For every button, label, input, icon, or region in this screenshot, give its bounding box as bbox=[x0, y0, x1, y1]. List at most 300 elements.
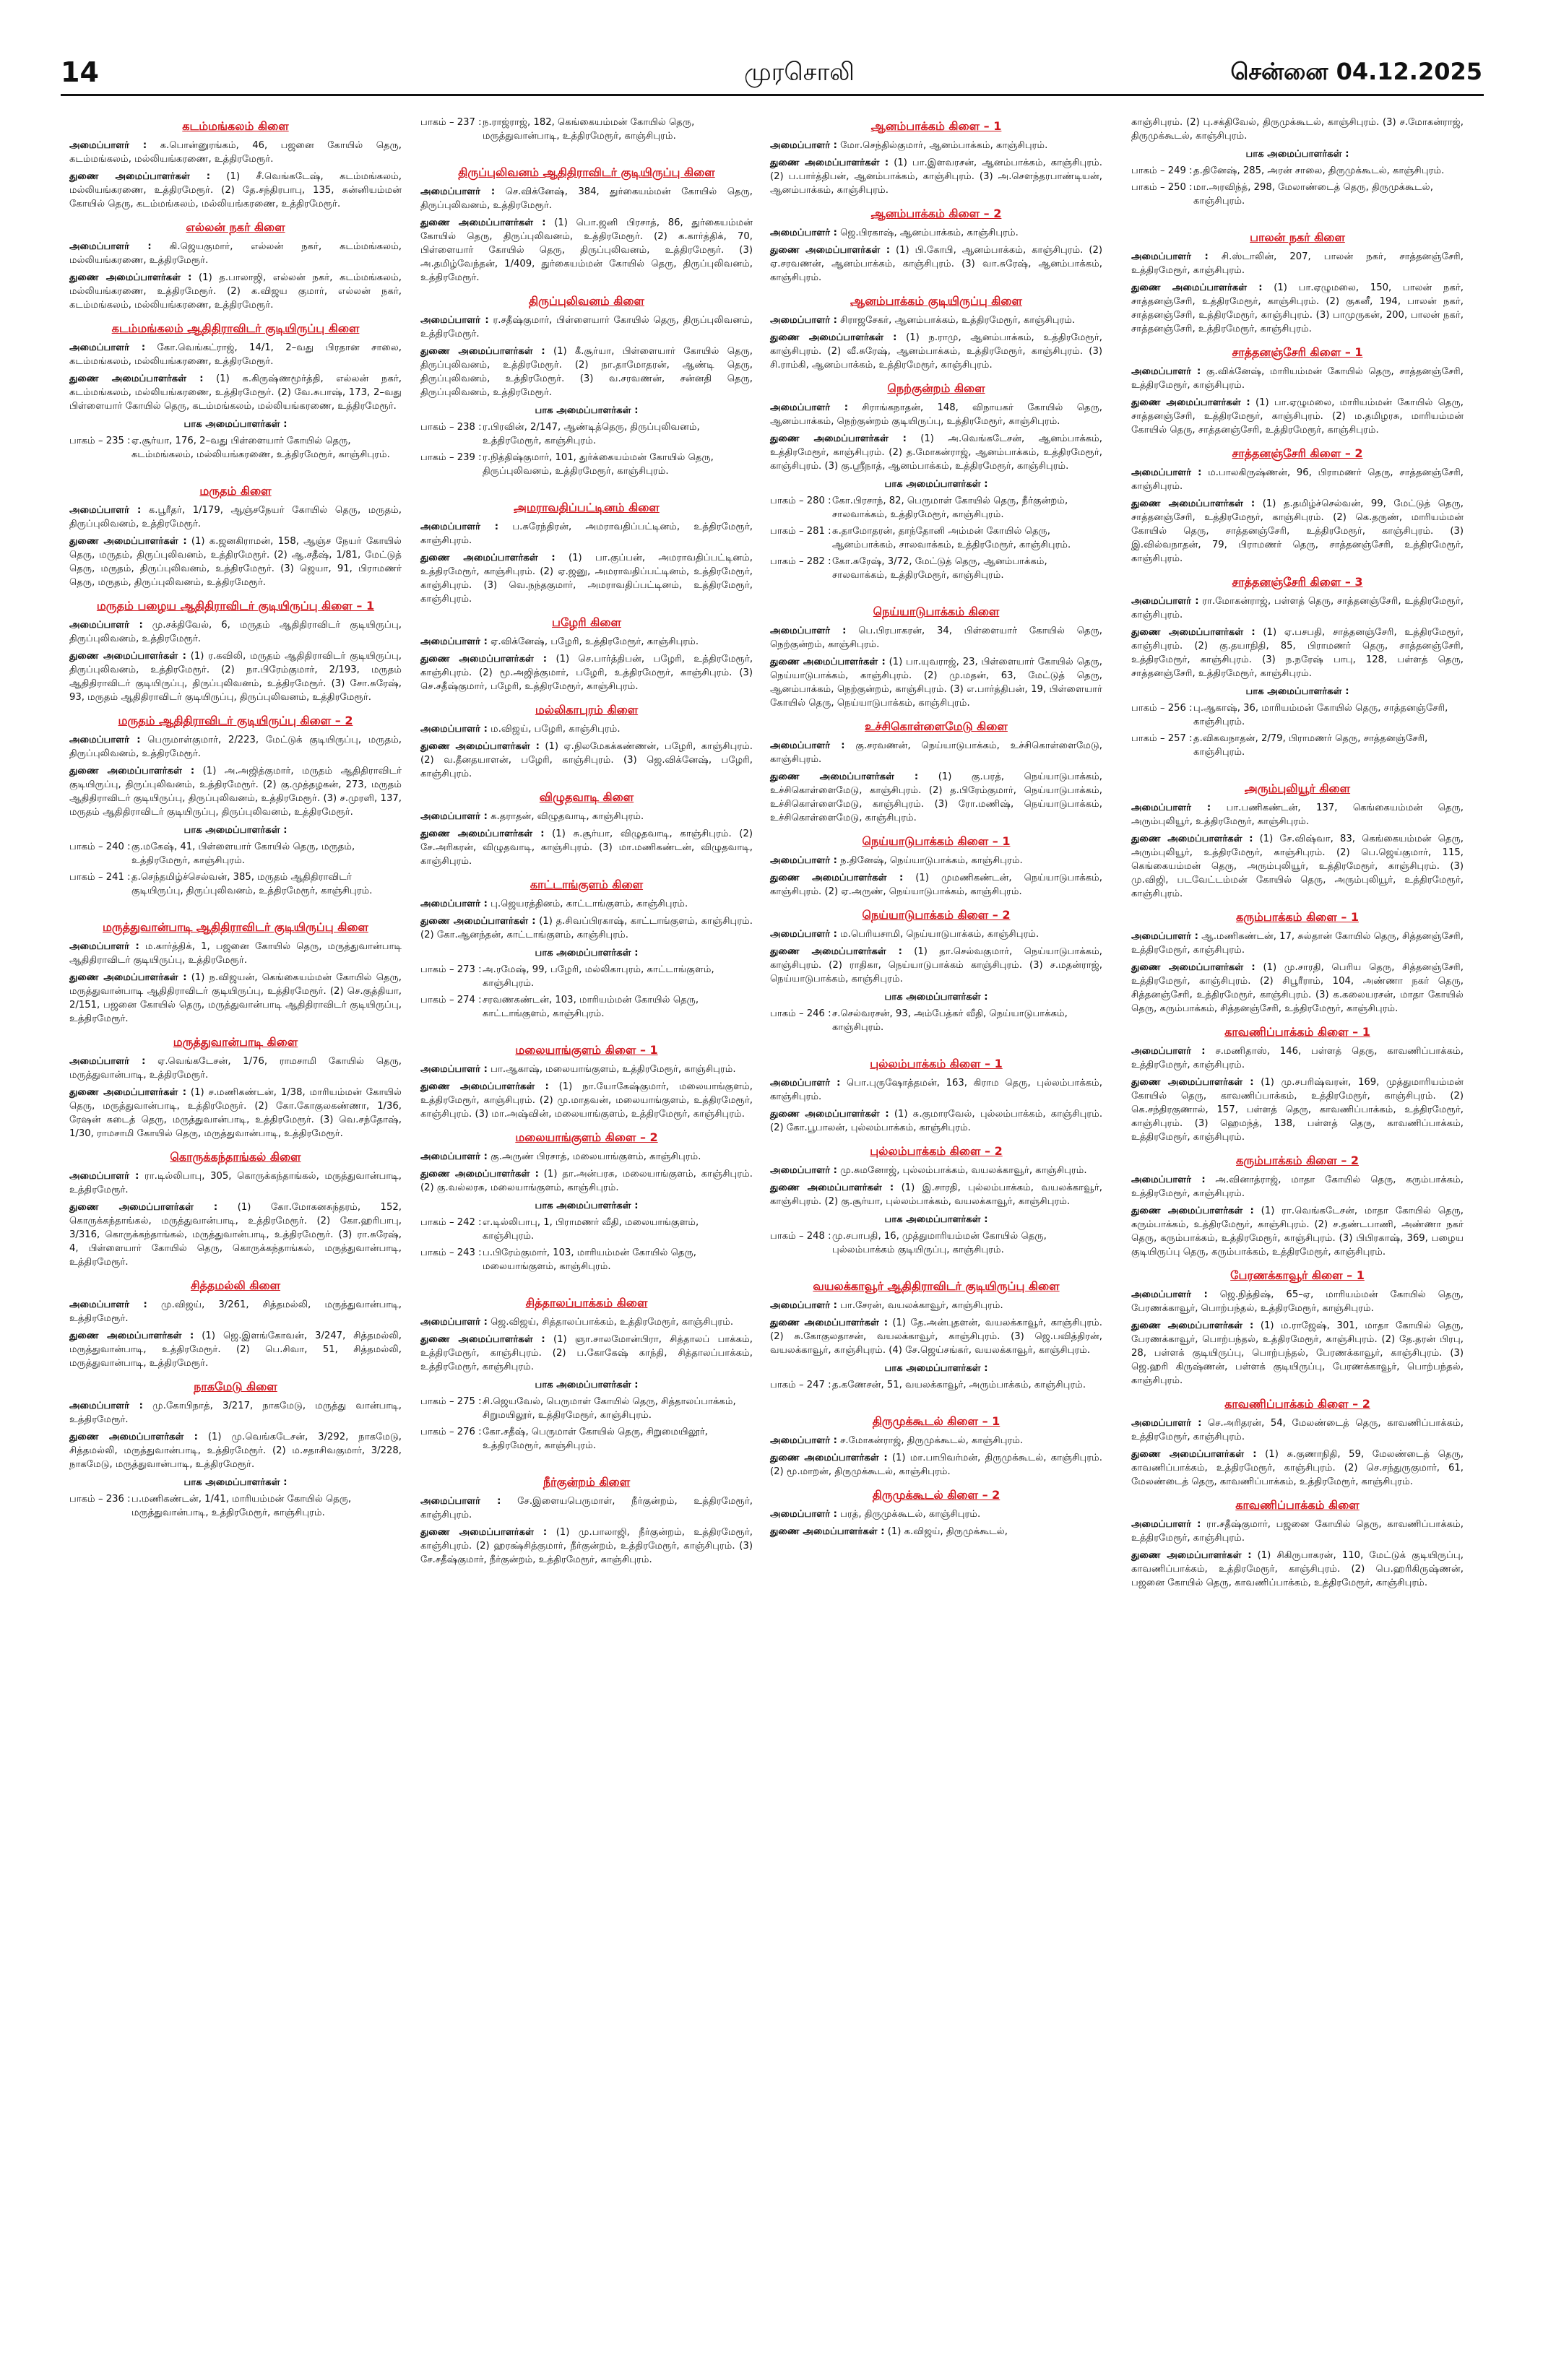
deputy-label: துணை அமைப்பாளர்கள் : bbox=[420, 553, 556, 563]
branch-heading: புல்லம்பாக்கம் கிளை – 2 bbox=[870, 1144, 1003, 1158]
organizer-text: மு.சுமனோஜ், புல்லம்பாக்கம், வயலக்காவூர், காஞ்சிபுரம். bbox=[840, 1165, 1087, 1176]
branch-heading: அரும்புலியூர் கிளை bbox=[1244, 782, 1351, 795]
part-row bbox=[420, 963, 753, 990]
branch-heading: காட்டாங்குளம் கிளை bbox=[530, 878, 644, 891]
deputy-label: துணை அமைப்பாளர்கள் : bbox=[420, 346, 545, 357]
organizer-text: ஆ.மணிகண்டன், 17, சுல்தான் கோயில் தெரு, சித்தனஞ்சேரி, உத்திரமேரூர், காஞ்சிபுரம். bbox=[1131, 931, 1464, 956]
part-number: பாகம் – 280 : bbox=[770, 496, 831, 506]
organizer-label: அமைப்பாளர் : bbox=[69, 735, 141, 745]
branch-heading: திருமுக்கூடல் கிளை – 2 bbox=[872, 1488, 1000, 1502]
deputy-text: (1) தா.செல்வகுமார், நெய்யாடுபாக்கம், காஞ்சிபுரம். (2) ராதிகா, நெய்யாடுபாக்கம் காஞ்சிபுரம். (3) ச.மதன்ராஜ், நெய்யாடுபாக்கம், காஞ்சிபுரம். bbox=[770, 946, 1102, 985]
branch-section bbox=[1131, 1153, 1464, 1259]
organizer-entry bbox=[69, 341, 402, 368]
branch-heading: மருத்துவான்பாடி ஆதிதிராவிடர் குடியிருப்பு கிளை bbox=[103, 920, 368, 934]
branch-section bbox=[1131, 116, 1464, 208]
branch-heading: ஆனம்பாக்கம் குடியிருப்பு கிளை bbox=[850, 294, 1022, 308]
deputy-text: (1) பா.யுவராஜ், 23, பிள்ளையார் கோயில் தெரு, நெய்யாடுபாக்கம், காஞ்சிபுரம். (2) மு.மதன், 63, மேட்டுத் தெரு, ஆனம்பாக்கம், நெற்குன்றம், காஞ்சிபுரம். (3) எ.பார்த்திபன், 19, பிள்ளையார் கோயில் தெரு, நெய்யாடுபாக்கம், காஞ்சிபுரம். bbox=[770, 657, 1102, 709]
branch-heading: காவணிப்பாக்கம் கிளை – 2 bbox=[1224, 1397, 1370, 1411]
deputy-text: (1) முமணிகண்டன், நெய்யாடுபாக்கம், காஞ்சிபுரம். (2) ஏ.அருண், நெய்யாடுபாக்கம், காஞ்சிபுரம். bbox=[770, 873, 1102, 897]
organizer-text: ஜெ.நித்திஷ், 65–ஏ, மாரியம்மன் கோயில் தெரு, பேரணக்காவூர், பொற்பந்தல், உத்திரமேரூர், காஞ்சிபுரம். bbox=[1131, 1289, 1464, 1314]
branch-section bbox=[770, 1056, 1102, 1135]
organizer-label: அமைப்பாளர் : bbox=[1131, 1519, 1201, 1530]
organizer-label: அமைப்பாளர் : bbox=[770, 929, 837, 940]
part-text: த.கணேசன், 51, வயலக்காவூர், அரும்பாக்கம், காஞ்சிபுரம். bbox=[832, 1380, 1086, 1390]
part-number: பாகம் – 241 : bbox=[69, 872, 131, 883]
organizer-entry bbox=[770, 1299, 1102, 1312]
deputy-text: (1) சு.குமாரவேல், புல்லம்பாக்கம், காஞ்சிபுரம். (2) கோ.பூபாலன், புல்லம்பாக்கம், காஞ்சிபுரம். bbox=[770, 1109, 1103, 1133]
part-organizers-label: பாக அமைப்பாளர்கள் : bbox=[535, 1200, 639, 1211]
branch-section bbox=[770, 1487, 1102, 1539]
deputy-entry bbox=[420, 1080, 753, 1121]
organizer-text: கோ.வெங்கட்ராஜ், 14/1, 2–வது பிரதான சாலை, கடம்மங்கலம், மல்லியங்கரணை, உத்திரமேரூர். bbox=[69, 342, 402, 367]
branch-section bbox=[1131, 1497, 1464, 1590]
deputy-entry bbox=[420, 216, 753, 285]
column-4 bbox=[1131, 116, 1464, 1598]
branch-section bbox=[69, 1278, 402, 1370]
masthead bbox=[0, 0, 1543, 87]
organizer-entry bbox=[420, 1315, 753, 1329]
organizer-entry bbox=[770, 139, 1102, 152]
branch-section bbox=[1131, 1396, 1464, 1489]
organizer-entry bbox=[770, 313, 1102, 327]
deputy-text: (1) தே.அன்புதளன், வயலக்காவூர், காஞ்சிபுரம். (2) சு.கோகுலதாசன், வயலக்காவூர், காஞ்சிபுரம். (3) ஜெ.பவித்திரன், வயலக்காவூர், காஞ்சிபுரம். (4) சே.ஜெய்சங்கர், வயலக்காவூர், காஞ்சிபுரம். bbox=[770, 1317, 1102, 1356]
organizer-entry bbox=[1131, 594, 1464, 622]
organizer-text: பெ.பிரபாகரன், 34, பிள்ளையார் கோயில் தெரு, நெற்குன்றம், காஞ்சிபுரம். bbox=[770, 626, 1102, 650]
deputy-label: துணை அமைப்பாளர்கள் : bbox=[69, 766, 195, 776]
organizer-entry bbox=[770, 401, 1102, 428]
deputy-label: துணை அமைப்பாளர்கள் : bbox=[69, 651, 186, 662]
deputy-label: துணை அமைப்பாளர்கள் : bbox=[770, 433, 907, 444]
deputy-text: (1) பா.குப்பன், அமராவதிப்பட்டினம், உத்திரமேரூர், காஞ்சிபுரம். (2) ஏ.ஜனு, அமராவதிப்பட்டினம், உத்திரமேரூர், காஞ்சிபுரம். (3) வெ.நந்தகுமார், அமராவதிப்பட்டினம், உத்திரமேரூர், காஞ்சிபுரம். bbox=[420, 553, 753, 605]
part-text: சரவணகண்டன், 103, மாரியம்மன் கோயில் தெரு, காட்டாங்குளம், காஞ்சிபுரம். bbox=[483, 995, 699, 1019]
organizer-text: க.தராதன், விழுதவாடி, காஞ்சிபுரம். bbox=[490, 811, 644, 822]
deputy-label: துணை அமைப்பாளர்கள் : bbox=[420, 654, 548, 665]
branch-section bbox=[1131, 909, 1464, 1016]
deputy-text: (1) சு.குணாநிதி, 59, மேலண்டைத் தெரு, காவணிப்பாக்கம், உத்திரமேரூர், காஞ்சிபுரம். (2) செ.சந்துருகுமார், 61, மேலண்டைத் தெரு, காவணிப்பாக்கம், உத்திரமேரூர், காஞ்சிபுரம். bbox=[1131, 1449, 1464, 1487]
part-number: பாகம் – 275 : bbox=[420, 1396, 482, 1407]
part-text: எ.டில்லிபாபு, 1, பிராமணர் வீதி, மலையாங்குளம், காஞ்சிபுரம். bbox=[483, 1217, 699, 1242]
organizer-label: அமைப்பாளர் : bbox=[1131, 366, 1201, 377]
deputy-text: (1) ர.கவிலி, மருதம் ஆதிதிராவிடர் குடியிருப்பு, திருப்புலிவனம், உத்திரமேரூர். (2) நா.பிரேம்குமார், 2/193, மருதம் ஆதிதிராவிடர் குடியிருப்பு, திருப்புலிவனம், உத்திரமேரூர். (3) சோ.சுரேஷ், 93, மருதம் ஆதிதிராவிடர் குடியிருப்பு, திருப்புலிவனம், உத்திரமேரூர். bbox=[69, 651, 402, 703]
deputy-entry bbox=[69, 971, 402, 1026]
part-number: பாகம் – 243 : bbox=[420, 1247, 482, 1258]
organizer-label: அமைப்பாளர் : bbox=[770, 1078, 841, 1089]
part-row bbox=[420, 1216, 753, 1243]
organizer-entry bbox=[1131, 1416, 1464, 1444]
deputy-label: துணை அமைப்பாளர்கள் : bbox=[770, 771, 919, 782]
branch-heading: பேரணக்காவூர் கிளை – 1 bbox=[1230, 1268, 1365, 1282]
part-text: கோ.சதீஷ், பெருமாள் கோயில் தெரு, சிறுமையிலூர், உத்திரமேரூர், காஞ்சிபுரம். bbox=[483, 1427, 708, 1451]
organizer-entry bbox=[1131, 801, 1464, 828]
organizer-entry bbox=[770, 1507, 1102, 1521]
dateline: சென்னை 04.12.2025 bbox=[1230, 58, 1482, 85]
deputy-text: (1) க.ஜனகிராமன், 158, ஆஞ்ச நேயர் கோயில் தெரு, மருதம், திருப்புலிவனம், உத்திரமேரூர். (2) ஆ.சதீஷ், 1/81, மேட்டுத் தெரு, மருதம், திருப்புலிவனம், உத்திரமேரூர். (3) ஜெயா, 91, பிராமணர் தெரு, மருதம், திருப்புலிவனம், உத்திரமேரூர். bbox=[69, 536, 402, 588]
branch-section bbox=[420, 500, 753, 606]
branch-heading: விழுதவாடி கிளை bbox=[539, 790, 634, 804]
deputy-text: (1) தா.அன்பரசு, மலையாங்குளம், காஞ்சிபுரம். (2) கு.வல்லரசு, மலையாங்குளம், காஞ்சிபுரம். bbox=[420, 1169, 753, 1193]
organizer-label: அமைப்பாளர் : bbox=[1131, 596, 1199, 607]
organizer-text: பு.ஜெயரத்தினம், காட்டாங்குளம், காஞ்சிபுரம். bbox=[490, 899, 688, 909]
deputy-label: துணை அமைப்பாளர்கள் : bbox=[770, 245, 891, 256]
part-number: பாகம் – 237 : bbox=[420, 117, 482, 128]
branch-section bbox=[420, 293, 753, 478]
organizer-text: ஜெ.விஜய், சித்தாலப்பாக்கம், உத்திரமேரூர், காஞ்சிபுரம். bbox=[490, 1317, 734, 1328]
branch-heading: நெற்குன்றம் கிளை bbox=[887, 381, 985, 395]
deputy-entry bbox=[420, 1167, 753, 1195]
part-organizers-label: பாக அமைப்பாளர்கள் : bbox=[884, 479, 988, 490]
branch-heading: சாத்தனஞ்சேரி கிளை – 3 bbox=[1232, 575, 1363, 589]
deputy-label: துணை அமைப்பாளர்கள் : bbox=[770, 1109, 889, 1120]
branch-heading: வயலக்காவூர் ஆதிதிராவிடர் குடியிருப்பு கிளை bbox=[813, 1279, 1060, 1293]
branch-heading: சாத்தனஞ்சேரி கிளை – 1 bbox=[1232, 345, 1363, 359]
organizer-label: அமைப்பாளர் : bbox=[1131, 802, 1211, 813]
organizer-entry bbox=[69, 240, 402, 267]
organizer-entry bbox=[69, 503, 402, 531]
branch-section bbox=[69, 1379, 402, 1520]
deputy-entry bbox=[1131, 1448, 1464, 1489]
organizer-label: அமைப்பாளர் : bbox=[770, 1435, 837, 1446]
branch-heading: மருதம் ஆதிதிராவிடர் குடியிருப்பு கிளை – 2 bbox=[118, 714, 353, 727]
organizer-text: ச.மோகன்ராஜ், திருமுக்கூடல், காஞ்சிபுரம். bbox=[840, 1435, 1024, 1446]
branch-section bbox=[69, 919, 402, 1026]
organizer-entry bbox=[770, 624, 1102, 652]
organizer-label: அமைப்பாளர் : bbox=[770, 315, 837, 326]
organizer-text: அ.வினாத்ராஜ், மாதா கோயில் தெரு, கரும்பாக்கம், உத்திரமேரூர், காஞ்சிபுரம். bbox=[1131, 1174, 1464, 1199]
part-row bbox=[69, 870, 402, 898]
branch-heading: கரும்பாக்கம் கிளை – 2 bbox=[1235, 1154, 1360, 1167]
organizer-label: அமைப்பாளர் : bbox=[1131, 1046, 1206, 1057]
organizer-label: அமைப்பாளர் : bbox=[420, 522, 499, 532]
deputy-text: (1) க.விஜய், திருமுக்கூடல், bbox=[887, 1526, 1008, 1537]
deputy-label: துணை அமைப்பாளர்கள் : bbox=[420, 1081, 549, 1092]
organizer-label: அமைப்பாளர் : bbox=[770, 626, 847, 636]
part-row bbox=[1131, 164, 1464, 178]
deputy-text: (1) கீ.சூர்யா, பிள்ளையார் கோயில் தெரு, திருப்புலிவனம், உத்திரமேரூர். (2) நா.தாமோதரன், ஆண்டி தெரு, திருப்புலிவனம், உத்திரமேரூர். (3) வ.சரவணன், சன்னதி தெரு, திருப்புலிவனம், உத்திரமேரூர். bbox=[420, 346, 753, 398]
column-3 bbox=[770, 116, 1102, 1547]
organizer-label: அமைப்பாளர் : bbox=[1131, 251, 1209, 262]
organizer-text: ம.பாலகிருஷ்ணன், 96, பிராமணர் தெரு, சாத்தனஞ்சேரி, காஞ்சிபுரம். bbox=[1131, 467, 1464, 492]
branch-section bbox=[420, 1130, 753, 1273]
organizer-label: அமைப்பாளர் : bbox=[420, 1496, 501, 1507]
branch-heading: கரும்பாக்கம் கிளை – 1 bbox=[1235, 910, 1360, 924]
deputy-label: துணை அமைப்பாளர்கள் : bbox=[770, 1453, 888, 1463]
organizer-label: அமைப்பாளர் : bbox=[770, 1165, 837, 1176]
branch-section bbox=[770, 206, 1102, 285]
deputy-entry bbox=[1131, 1549, 1464, 1590]
deputy-entry bbox=[770, 655, 1102, 710]
branch-section bbox=[420, 1042, 753, 1121]
deputy-text: (1) பா.ஏழுமலை, மாரியம்மன் கோயில் தெரு, சாத்தனஞ்சேரி, உத்திரமேரூர், காஞ்சிபுரம். (2) ம.தமிழரசு, மாரியம்மன் கோயில் தெரு, சாத்தனஞ்சேரி, உத்திரமேரூர், காஞ்சிபுரம். bbox=[1131, 397, 1464, 436]
part-organizers-label: பாக அமைப்பாளர்கள் : bbox=[183, 825, 288, 836]
part-text: சு.தாமோதரன், தாந்தோனி அம்மன் கோயில் தெரு, ஆனம்பாக்கம், சாலவாக்கம், உத்திரமேரூர், காஞ்சிபுரம். bbox=[832, 526, 1071, 550]
branch-section bbox=[1131, 230, 1464, 336]
branch-heading: கொருக்கந்தாங்கல் கிளை bbox=[170, 1150, 301, 1164]
organizer-text: பெருமாள்குமார், 2/223, மேட்டுக் குடியிருப்பு, மருதம், திருப்புலிவனம், உத்திரமேரூர். bbox=[69, 735, 402, 759]
part-row bbox=[420, 1425, 753, 1453]
part-number: பாகம் – 273 : bbox=[420, 964, 482, 975]
deputy-entry bbox=[1131, 832, 1464, 901]
branch-section bbox=[1131, 345, 1464, 437]
organizer-entry bbox=[69, 139, 402, 166]
deputy-text: (1) சீ.வெங்கடேஷ், கடம்மங்கலம், மல்லியங்கரணை, உத்திரமேரூர். (2) தே.சந்திரபாபு, 135, சுன்னியம்மன் கோயில் தெரு, கடம்மங்கலம், மல்லியங்கரணை, உத்திரமேரூர். bbox=[69, 171, 402, 209]
deputy-label: துணை அமைப்பாளர்கள் : bbox=[69, 1330, 194, 1341]
deputy-entry bbox=[420, 551, 753, 606]
organizer-text: பொ.புருஷோத்தமன், 163, கிராம தெரு, புல்லம்பாக்கம், காஞ்சிபுரம். bbox=[770, 1078, 1102, 1102]
branch-heading: நீர்குன்றம் கிளை bbox=[543, 1475, 631, 1489]
branch-section bbox=[420, 877, 753, 1021]
deputy-entry bbox=[420, 914, 753, 942]
part-text: சி.ஜெயவேல், பெருமாள் கோயில் தெரு, சித்தாலப்பாக்கம், சிறுமயிலூர், உத்திரமேரூர், காஞ்சிபுரம். bbox=[483, 1396, 736, 1421]
organizer-entry bbox=[770, 1434, 1102, 1448]
organizer-label: அமைப்பாளர் : bbox=[69, 140, 147, 151]
branch-heading: மருத்துவான்பாடி கிளை bbox=[173, 1035, 298, 1049]
part-number: பாகம் – 248 : bbox=[770, 1231, 831, 1242]
part-organizers-label: பாக அமைப்பாளர்கள் : bbox=[884, 1363, 988, 1374]
branch-heading: திருமுக்கூடல் கிளை – 1 bbox=[872, 1414, 1000, 1428]
organizer-text: பரத், திருமுக்கூடல், காஞ்சிபுரம். bbox=[840, 1509, 981, 1520]
branch-section bbox=[770, 118, 1102, 197]
organizer-text: சிராஜசேகர், ஆனம்பாக்கம், உத்திரமேரூர், காஞ்சிபுரம். bbox=[840, 315, 1076, 326]
part-number: பாகம் – 249 : bbox=[1131, 165, 1193, 176]
deputy-entry bbox=[770, 331, 1102, 372]
part-organizers-label: பாக அமைப்பாளர்கள் : bbox=[1245, 686, 1349, 697]
deputy-text: (1) ச.மணிகண்டன், 1/38, மாரியம்மன் கோயில் தெரு, மருத்துவான்பாடி, உத்திரமேரூர். (2) கோ.கோகுலகண்ணா, 1/36, ரேஷன் கடைத் தெரு, மருத்துவான்பாடி, உத்திரமேரூர். (3) வெ.சந்தோஷ், 1/30, ராமசாமி கோயில் தெரு, மருத்துவான்பாடி, உத்திரமேரூர். bbox=[69, 1087, 402, 1139]
deputy-label: துணை அமைப்பாளர்கள் : bbox=[420, 1334, 545, 1345]
part-row bbox=[1131, 701, 1464, 729]
organizer-text: கு.சரவணன், நெய்யாடுபாக்கம், உச்சிகொள்ளைமேடு, காஞ்சிபுரம். bbox=[770, 740, 1102, 765]
part-text: ச.செல்வரசன், 93, அம்பேத்கர் வீதி, நெய்யாடுபாக்கம், காஞ்சிபுரம். bbox=[832, 1008, 1068, 1033]
part-number: பாகம் – 238 : bbox=[420, 422, 482, 433]
organizer-text: க.பூரீதர், 1/179, ஆஞ்சநேயர் கோயில் தெரு, மருதம், திருப்புலிவனம், உத்திரமேரூர். bbox=[69, 505, 402, 529]
deputy-entry bbox=[69, 1200, 402, 1269]
branch-section bbox=[770, 907, 1102, 1034]
column-2 bbox=[420, 116, 753, 1575]
organizer-entry bbox=[770, 226, 1102, 240]
branch-heading: நெய்யாடுபாக்கம் கிளை bbox=[873, 605, 1000, 618]
organizer-text: மு.கோபிநாத், 3/217, நாகமேடு, மருத்து வான்பாடி, உத்திரமேரூர். bbox=[69, 1401, 402, 1425]
organizer-text: ஜெ.பிரகாஷ், ஆனம்பாக்கம், காஞ்சிபுரம். bbox=[840, 228, 1019, 238]
organizer-entry bbox=[69, 618, 402, 646]
organizer-entry bbox=[420, 520, 753, 548]
deputy-entry bbox=[1131, 961, 1464, 1016]
deputy-label: துணை அமைப்பாளர்கள் : bbox=[770, 1182, 894, 1193]
deputy-label: துணை அமைப்பாளர்கள் : bbox=[1131, 1206, 1254, 1216]
organizer-label: அமைப்பாளர் : bbox=[770, 228, 837, 238]
organizer-label: அமைப்பாளர் : bbox=[420, 186, 496, 197]
organizer-label: அமைப்பாளர் : bbox=[69, 1171, 139, 1182]
part-text: த.செந்தமிழ்ச்செல்வன், 385, மருதம் ஆதிதிராவிடர் குடியிருப்பு, திருப்புலிவனம், உத்திரமேரூர், காஞ்சிபுரம். bbox=[131, 872, 373, 896]
organizer-label: அமைப்பாளர் : bbox=[69, 241, 152, 252]
deputy-label: துணை அமைப்பாளர்கள் : bbox=[420, 741, 540, 752]
part-number: பாகம் – 247 : bbox=[770, 1380, 831, 1390]
organizer-label: அமைப்பாளர் : bbox=[69, 1401, 143, 1411]
organizer-text: சிராங்கநாதன், 148, விநாயகர் கோயில் தெரு, ஆனம்பாக்கம், நெற்குன்றம் குடியிருப்பு, உத்திரமேரூர், காஞ்சிபுரம். bbox=[770, 402, 1102, 427]
part-organizers-label: பாக அமைப்பாளர்கள் : bbox=[1245, 149, 1349, 160]
deputy-entry bbox=[69, 649, 402, 704]
deputy-text: (1) மா.பாபிவர்மன், திருமுக்கூடல், காஞ்சிபுரம். (2) மூ.மாறன், திருமுக்கூடல், காஞ்சிபுரம். bbox=[770, 1453, 1102, 1477]
deputy-text: (1) த.தமிழ்ச்செல்வன், 99, மேட்டுத் தெரு, சாத்தனஞ்சேரி, உத்திரமேரூர், காஞ்சிபுரம். (2) கெ.தருண், மாரியம்மன் கோயில் தெரு, சாத்தனஞ்சேரி, உத்திரமேரூர், காஞ்சிபுரம். (3) இ.வில்வநாதன், 79, பிராமணர் தெரு, சாத்தனஞ்சேரி, உத்திரமேரூர், காஞ்சிபுரம். bbox=[1131, 498, 1464, 564]
part-text: மா.அரவிந்த், 298, மேலாண்டைத் தெரு, திருமுக்கூடல், காஞ்சிபுரம். bbox=[1193, 182, 1433, 207]
organizer-label: அமைப்பாளர் : bbox=[69, 1299, 147, 1310]
organizer-text: கு.விக்னேஷ், மாரியம்மன் கோயில் தெரு, சாத்தனஞ்சேரி, உத்திரமேரூர், காஞ்சிபுரம். bbox=[1131, 366, 1464, 391]
organizer-text: கி.ஜெயகுமார், எல்லன் நகர், கடம்மங்கலம், மல்லியங்கரணை, உத்திரமேரூர். bbox=[69, 241, 402, 266]
organizer-entry bbox=[1131, 466, 1464, 493]
branch-section bbox=[420, 165, 753, 285]
part-number: பாகம் – 281 : bbox=[770, 526, 831, 537]
organizer-text: பா.பணிகண்டன், 137, கெங்கையம்மன் தெரு, அரும்புலியூர், உத்திரமேரூர், காஞ்சிபுரம். bbox=[1131, 802, 1464, 827]
organizer-label: அமைப்பாளர் : bbox=[770, 402, 848, 413]
deputy-label: துணை அமைப்பாளர்கள் : bbox=[420, 1527, 548, 1538]
continued-text: காஞ்சிபுரம். (2) பு.சக்திவேல், திருமுக்கூடல், காஞ்சிபுரம். (3) ச.மோகன்ராஜ், திருமுக்கூடல், காஞ்சிபுரம். bbox=[1131, 117, 1464, 142]
deputy-label: துணை அமைப்பாளர்கள் : bbox=[69, 171, 210, 182]
deputy-entry bbox=[420, 827, 753, 868]
deputy-text: (1) ஏ.பசபதி, சாத்தனஞ்சேரி, உத்திரமேரூர், காஞ்சிபுரம். (2) கு.தயாநிதி, 85, பிராமணர் தெரு, சாத்தனஞ்சேரி, உத்திரமேரூர், காஞ்சிபுரம். (3) ந.நரேஷ் பாபு, 128, பள்ளத் தெரு, சாத்தனஞ்சேரி, உத்திரமேரூர், காஞ்சிபுரம். bbox=[1131, 627, 1464, 679]
organizer-entry bbox=[420, 810, 753, 823]
deputy-entry bbox=[420, 740, 753, 781]
deputy-entry bbox=[1131, 497, 1464, 566]
organizer-text: செ.விக்னேஷ், 384, துர்கையம்மன் கோயில் தெரு, திருப்புலிவனம், உத்திரமேரூர். bbox=[420, 186, 753, 211]
branch-heading: நெய்யாடுபாக்கம் கிளை – 2 bbox=[862, 908, 1011, 922]
organizer-label: அமைப்பாளர் : bbox=[770, 855, 837, 866]
branch-heading: கடம்மங்கலம் ஆதிதிராவிடர் குடியிருப்பு கிளை bbox=[111, 321, 360, 335]
part-number: பாகம் – 276 : bbox=[420, 1427, 482, 1437]
part-row bbox=[69, 434, 402, 462]
organizer-entry bbox=[420, 1150, 753, 1164]
part-number: பாகம் – 250 : bbox=[1131, 182, 1193, 193]
organizer-text: ரா.டில்லிபாபு, 305, கொருக்கந்தாங்கல், மருத்துவான்பாடி, உத்திரமேரூர். bbox=[69, 1171, 402, 1195]
branch-heading: ஆனம்பாக்கம் கிளை – 2 bbox=[870, 207, 1002, 220]
deputy-label: துணை அமைப்பாளர்கள் : bbox=[770, 946, 902, 957]
organizer-text: ரா.சதீஷ்குமார், பஜனை கோயில் தெரு, காவணிப்பாக்கம், உத்திரமேரூர், காஞ்சிபுரம். bbox=[1131, 1519, 1464, 1544]
branch-section bbox=[770, 834, 1102, 899]
part-organizers-label: பாக அமைப்பாளர்கள் : bbox=[535, 948, 639, 959]
deputy-label: துணை அமைப்பாளர்கள் : bbox=[1131, 1077, 1254, 1088]
branch-section bbox=[1131, 1268, 1464, 1388]
organizer-label: அமைப்பாளர் : bbox=[420, 1064, 488, 1075]
branch-section bbox=[1131, 574, 1464, 759]
newspaper-name: முரசொலி bbox=[744, 58, 855, 87]
deputy-entry bbox=[69, 271, 402, 312]
organizer-text: மோ.செந்தில்குமார், ஆனம்பாக்கம், காஞ்சிபுரம். bbox=[840, 140, 1048, 151]
deputy-label: துணை அமைப்பாளர்கள் : bbox=[770, 873, 904, 883]
deputy-text: (1) பா.இளவரசன், ஆனம்பாக்கம், காஞ்சிபுரம். (2) ப.பார்த்திபன், ஆனம்பாக்கம், காஞ்சிபுரம். (3) அ.செளந்தரபாண்டியன், ஆனம்பாக்கம், காஞ்சிபுரம். bbox=[770, 157, 1102, 196]
deputy-label: துணை அமைப்பாளர்கள் : bbox=[770, 1317, 888, 1328]
organizer-entry bbox=[69, 1399, 402, 1427]
part-row bbox=[770, 555, 1102, 582]
part-text: அ.ரமேஷ், 99, பழேரி, மல்லிகாபுரம், காட்டாங்குளம், காஞ்சிபுரம். bbox=[483, 964, 714, 989]
deputy-entry bbox=[420, 1333, 753, 1374]
deputy-entry bbox=[69, 372, 402, 413]
deputy-label: துணை அமைப்பாளர்கள் : bbox=[69, 972, 187, 983]
deputy-entry bbox=[420, 345, 753, 399]
branch-heading: பாலன் நகர் கிளை bbox=[1250, 230, 1345, 244]
organizer-entry bbox=[770, 927, 1102, 941]
branch-heading: மருதம் பழைய ஆதிதிராவிடர் குடியிருப்பு கிளை – 1 bbox=[96, 599, 375, 613]
deputy-entry bbox=[69, 1329, 402, 1370]
deputy-entry bbox=[770, 1316, 1102, 1357]
organizer-entry bbox=[69, 940, 402, 967]
deputy-text: (1) பி.கோபி, ஆனம்பாக்கம், காஞ்சிபுரம். (2) ஏ.சரவணன், ஆனம்பாக்கம், காஞ்சிபுரம். (3) வா.சுரேஷ், ஆனம்பாக்கம், காஞ்சிபுரம். bbox=[770, 245, 1102, 283]
organizer-entry bbox=[1131, 1288, 1464, 1315]
organizer-label: அமைப்பாளர் : bbox=[69, 342, 146, 353]
deputy-entry bbox=[1131, 626, 1464, 680]
part-row bbox=[770, 524, 1102, 552]
part-number: பாகம் – 246 : bbox=[770, 1008, 831, 1019]
organizer-text: செ.அரிதரன், 54, மேலண்டைத் தெரு, காவணிப்பாக்கம், உத்திரமேரூர், காஞ்சிபுரம். bbox=[1131, 1418, 1464, 1442]
deputy-text: (1) ந.ராமு, ஆனம்பாக்கம், உத்திரமேரூர், காஞ்சிபுரம். (2) வீ.சுரேஷ், ஆனம்பாக்கம், உத்திரமேரூர், காஞ்சிபுரம். (3) சி.ராம்கி, ஆனம்பாக்கம், உத்திரமேரூர், காஞ்சிபுரம். bbox=[770, 332, 1102, 371]
organizer-label: அமைப்பாளர் : bbox=[1131, 931, 1198, 942]
part-text: த.தினேஷ், 285, அரன் சாலை, திருமுக்கூடல், காஞ்சிபுரம். bbox=[1193, 165, 1445, 176]
branch-section bbox=[69, 321, 402, 462]
deputy-label: துணை அமைப்பாளர்கள் : bbox=[69, 373, 204, 384]
organizer-text: ந.தினேஷ், நெய்யாடுபாக்கம், காஞ்சிபுரம். bbox=[840, 855, 1023, 866]
part-text: மு.சபாபதி, 16, முத்துமாரியம்மன் கோயில் தெரு, புல்லம்பாக்கம் குடியிருப்பு, காஞ்சிபுரம். bbox=[832, 1231, 1047, 1255]
deputy-label: துணை அமைப்பாளர்கள் : bbox=[69, 272, 192, 283]
branch-heading: மலையாங்குளம் கிளை – 1 bbox=[515, 1043, 658, 1057]
part-row bbox=[420, 993, 753, 1021]
branch-heading: நாகமேடு கிளை bbox=[194, 1380, 277, 1393]
organizer-label: அமைப்பாளர் : bbox=[420, 1151, 488, 1162]
deputy-label: துணை அமைப்பாளர்கள் : bbox=[1131, 1449, 1257, 1460]
branch-section bbox=[69, 118, 402, 211]
organizer-text: பா.ஆகாஷ், மலையாங்குளம், உத்திரமேரூர், காஞ்சிபுரம். bbox=[490, 1064, 736, 1075]
deputy-label: துணை அமைப்பாளர்கள் : bbox=[1131, 1550, 1252, 1561]
part-row bbox=[69, 840, 402, 867]
organizer-text: ர.சதீஷ்குமார், பிள்ளையார் கோயில் தெரு, திருப்புலிவனம், உத்திரமேரூர். bbox=[420, 315, 753, 339]
organizer-label: அமைப்பாளர் : bbox=[1131, 467, 1202, 478]
branch-section bbox=[69, 220, 402, 312]
organizer-text: கு.அருண் பிரசாத், மலையாங்குளம், காஞ்சிபுரம். bbox=[490, 1151, 701, 1162]
part-text: ர.நித்திஷ்குமார், 101, துர்க்கையம்மன் கோயில் தெரு, திருப்புலிவனம், உத்திரமேரூர், காஞ்சிபுரம். bbox=[483, 452, 714, 477]
part-row bbox=[770, 494, 1102, 522]
organizer-text: ப.சுரேந்திரன், அமராவதிப்பட்டினம், உத்திரமேரூர், காஞ்சிபுரம். bbox=[420, 522, 753, 546]
organizer-label: அமைப்பாளர் : bbox=[420, 315, 489, 326]
deputy-label: துணை அமைப்பாளர்கள் : bbox=[770, 332, 897, 343]
part-number: பாகம் – 256 : bbox=[1131, 703, 1193, 714]
branch-heading: உச்சிகொள்ளைமேடு கிளை bbox=[865, 719, 1008, 733]
organizer-text: சி.ஸ்டாலின், 207, பாலன் நகர், சாத்தனஞ்சேரி, உத்திரமேரூர், காஞ்சிபுரம். bbox=[1131, 251, 1464, 276]
organizer-text: ஏ.விக்னேஷ், பழேரி, உத்திரமேரூர், காஞ்சிபுரம். bbox=[490, 636, 699, 647]
organizer-label: அமைப்பாளர் : bbox=[69, 941, 139, 952]
branch-section bbox=[1131, 1024, 1464, 1144]
branch-heading: நெய்யாடுபாக்கம் கிளை – 1 bbox=[862, 834, 1011, 848]
branch-section bbox=[770, 381, 1102, 582]
deputy-text: (1) ஏ.நிலமேகக்கண்ணன், பழேரி, காஞ்சிபுரம். (2) வ.தீனதயாளன், பழேரி, காஞ்சிபுரம். (3) ஜெ.விக்னேஷ், பழேரி, காஞ்சிபுரம். bbox=[420, 741, 753, 779]
deputy-text: (1) இ.சாரதி, புல்லம்பாக்கம், வயலக்காவூர், காஞ்சிபுரம். (2) கு.சூர்யா, புல்லம்பாக்கம், வயலக்காவூர், காஞ்சிபுரம். bbox=[770, 1182, 1102, 1207]
branch-section bbox=[770, 719, 1102, 825]
organizer-entry bbox=[1131, 365, 1464, 392]
organizer-label: அமைப்பாளர் : bbox=[770, 140, 837, 151]
part-row bbox=[420, 1246, 753, 1273]
deputy-text: (1) அ.வெங்கடேசன், ஆனம்பாக்கம், உத்திரமேரூர், காஞ்சிபுரம். (2) த.மோகன்ராஜ், ஆனம்பாக்கம், உத்திரமேரூர், காஞ்சிபுரம். (3) கு.ஸ்ரீநாத், ஆனம்பாக்கம், உத்திரமேரூர், காஞ்சிபுரம். bbox=[770, 433, 1102, 472]
deputy-entry bbox=[1131, 1319, 1464, 1388]
organizer-entry bbox=[1131, 930, 1464, 957]
deputy-text: (1) அ.அஜித்குமார், மருதம் ஆதிதிராவிடர் குடியிருப்பு, திருப்புலிவனம், உத்திரமேரூர். (2) கு.முத்தழகன், 273, மருதம் ஆதிதிராவிடர் குடியிருப்பு, திருப்புலிவனம், உத்திரமேரூர். (3) ச.முரளி, 137, மருதம் ஆதிதிராவிடர் குடியிருப்பு, திருப்புலிவனம், உத்திரமேரூர். bbox=[69, 766, 402, 818]
deputy-text: (1) த.சிவப்பிரகாஷ், காட்டாங்குளம், காஞ்சிபுரம். (2) கோ.ஆனந்தன், காட்டாங்குளம், காஞ்சிபுரம். bbox=[420, 916, 753, 940]
organizer-label: அமைப்பாளர் : bbox=[69, 505, 142, 516]
deputy-entry bbox=[770, 156, 1102, 197]
deputy-label: துணை அமைப்பாளர்கள் : bbox=[69, 1087, 186, 1098]
part-number: பாகம் – 282 : bbox=[770, 556, 831, 567]
part-number: பாகம் – 242 : bbox=[420, 1217, 482, 1228]
branch-section bbox=[770, 1278, 1102, 1392]
deputy-label: துணை அமைப்பாளர்கள் : bbox=[1131, 1320, 1254, 1331]
part-text: கு.மகேஷ், 41, பிள்ளையார் கோயில் தெரு, மருதம், உத்திரமேரூர், காஞ்சிபுரம். bbox=[131, 841, 355, 866]
deputy-text: (1) ம.ராஜேஷ், 301, மாதா கோயில் தெரு, பேரணக்காவூர், பொற்பந்தல், உத்திரமேரூர், காஞ்சிபுரம். (2) தே.தரன் பிரபு, 28, பள்ளக் குடியிருப்பு, பொற்பந்தல், பேரணக்காவூர், காஞ்சிபுரம். (3) ஜெ.ஹரி கிருஷ்ணன், பள்ளக் குடியிருப்பு, பேரணக்காவூர், பொற்பந்தல், காஞ்சிபுரம். bbox=[1131, 1320, 1464, 1386]
organizer-entry bbox=[770, 1076, 1102, 1104]
branch-section bbox=[69, 1034, 402, 1141]
organizer-label: அமைப்பாளர் : bbox=[420, 636, 488, 647]
